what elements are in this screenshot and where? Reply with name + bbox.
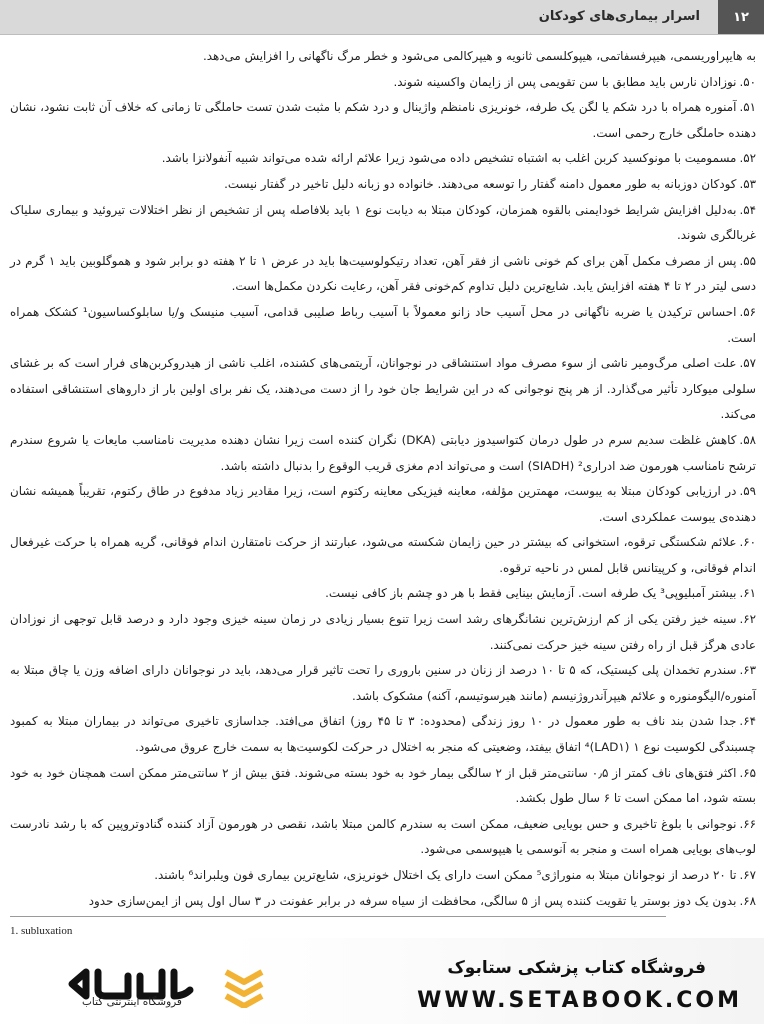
item-text: به‌دلیل افزایش شرایط خودایمنی بالقوه همزمان، کودکان مبتلا به دیابت نوع ۱ باید بلافاصله پس از تشخیص از نظر اختلالات تیروئید و بیماری سلیاک غربالگری شوند. xyxy=(10,202,756,243)
item-number: ۶۷. xyxy=(739,868,756,882)
setabook-logo-icon xyxy=(58,950,208,1020)
item-text: علت اصلی مرگ‌ومیر ناشی از سوء مصرف مواد استنشاقی در نوجوانان، آریتمی‌های کشنده، اغلب ناشی از هیدروکربن‌های فرار است که بر غشای سلولی میوکارد تأثیر می‌گذارد. از هر پنج نوجوانی که در این شرایط جان خود را از دست می‌دهند، یک نفر برای اولین بار از داروهای استنشاقی استفاده می‌کند. xyxy=(10,356,756,422)
list-item xyxy=(10,607,756,658)
list-item xyxy=(10,863,756,889)
item-text: تا ۲۰ درصد از نوجوانان مبتلا به منوراژی⁵ ممکن است دارای یک اختلال خونریزی، شایع‌ترین بیماری فون ویلبراند⁶ باشند. xyxy=(154,868,737,882)
item-number: ۶۶. xyxy=(739,816,756,831)
item-text: بدون یک دوز بوستر یا تقویت کننده پس از ۵ سالگی، محافظت از سیاه سرفه در برابر عفونت در ۳ سال اول پس از ایمن‌سازی حدود xyxy=(88,893,737,908)
page-number: ۱۲ xyxy=(718,0,764,34)
store-url[interactable]: WWW.SETABOOK.COM xyxy=(417,988,742,1013)
item-number: ۵۳. xyxy=(739,176,756,191)
item-number: ۵۰. xyxy=(739,74,756,89)
list-item xyxy=(10,172,756,198)
item-text: آمنوره همراه با درد شکم یا لگن یک طرفه، خونریزی نامنظم واژینال و درد شکم با مثبت شدن تست حاملگی تا زمانی که خلاف آن ثابت نشود، نشان دهنده حاملگی خارج رحمی است. xyxy=(10,100,756,140)
list-item xyxy=(10,709,756,760)
item-text: احساس ترکیدن یا ضربه ناگهانی در محل آسیب حاد زانو معمولاً با آسیب رباط صلیبی قدامی، آسیب منیسک و/یا سابلوکساسیون¹ کشکک همراه است. xyxy=(10,304,756,345)
list-item xyxy=(10,761,756,812)
item-text: علائم شکستگی ترقوه، استخوانی که بیشتر در حین زایمان شکسته می‌شود، عبارتند از حرکت نامتقارن اندام فوقانی، گریه همراه با حرکت غیرفعال اندام فوقانی، و کرپیتانس قابل لمس در ناحیه ترقوه. xyxy=(10,535,756,575)
item-number: ۶۳. xyxy=(739,663,756,678)
item-number: ۶۸. xyxy=(739,893,756,908)
list-item xyxy=(10,198,756,249)
item-text: نوجوانی با بلوغ تاخیری و حس بویایی ضعیف، ممکن است به سندرم کالمن مبتلا باشد، نقصی در هورمون آزاد کننده گنادوتروپین که با رشد نادرست لوب‌های بویایی همراه است و منجر به آنوسمی یا هیپوسمی می‌شود. xyxy=(10,816,756,857)
list-item xyxy=(10,812,756,863)
item-text: به هایپراوریسمی، هیپرفسفاتمی، هیپوکلسمی ثانویه و هیپرکالمی می‌شود و خطر مرگ ناگهانی را افزایش می‌دهد. xyxy=(202,49,756,63)
list-item xyxy=(10,249,756,300)
item-number: ۵۵. xyxy=(739,253,756,268)
list-item xyxy=(10,44,756,70)
footnote: 1. subluxation xyxy=(10,925,73,937)
list-item xyxy=(10,300,756,351)
item-number: ۵۹. xyxy=(739,484,756,499)
item-number: ۶۵. xyxy=(739,765,756,780)
list-item xyxy=(10,889,756,915)
item-text: نوزادان نارس باید مطابق با سن تقویمی پس از زایمان واکسینه شوند. xyxy=(393,74,737,89)
item-text: کاهش غلظت سدیم سرم در طول درمان کتواسیدوز دیابتی (DKA) نگران کننده است زیرا نشان دهنده مدیریت نامناسب مایعات یا شروع سندرم ترشح نامناسب هورمون ضد ادراری² (SIADH) است و می‌تواند ادم مغزی قریب الوقوع را بدنبال داشته باشد. xyxy=(10,432,756,473)
item-text: مسمومیت با مونوکسید کربن اغلب به اشتباه تشخیص داده می‌شود زیرا علائم ارائه شده می‌تواند شبیه آنفولانزا باشد. xyxy=(161,151,737,166)
item-number: ۵۴. xyxy=(739,202,757,217)
list-item xyxy=(10,146,756,172)
item-number: ۵۸. xyxy=(739,432,756,447)
item-text: اکثر فتق‌های ناف کمتر از ۰٫۵ سانتی‌متر قبل از ۲ سالگی بیمار خود به خود بسته می‌شوند. فتق بیش از ۲ سانتی‌متر ممکن است همچنان خود به خود بسته شود، اما ممکن است تا ۶ سال طول بکشد. xyxy=(10,765,756,806)
item-text: کودکان دوزبانه به طور معمول دامنه گفتار را توسعه می‌دهند. خانواده دو زبانه دلیل تاخیر در گفتار نیست. xyxy=(224,176,737,191)
running-title: اسرار بیماری‌های کودکان xyxy=(538,9,700,24)
list-item xyxy=(10,95,756,146)
item-number: ۵۱. xyxy=(739,100,756,115)
item-text: بیشتر آمبلیوپی³ یک طرفه است. آزمایش بینایی فقط با هر دو چشم باز کافی نیست. xyxy=(325,586,737,601)
item-number: ۶۲. xyxy=(739,612,756,627)
list-item xyxy=(10,70,756,96)
item-number: ۶۱. xyxy=(739,586,756,601)
item-number: ۵۲. xyxy=(739,151,756,166)
item-number: ۵۶. xyxy=(739,304,756,319)
list-item xyxy=(10,428,756,479)
logo-tagline: فروشگاه اینترنتی کتاب xyxy=(82,996,182,1008)
item-text: جدا شدن بند ناف به طور معمول در ۱۰ روز زندگی (محدوده: ۳ تا ۴۵ روز) اتفاق می‌افتد. جداسازی تاخیری می‌تواند در بیماران مبتلا به کمبود چسبندگی لکوسیت نوع ۱ (LAD۱)⁴ اتفاق بیفتد، وضعیتی که منجر به اختلال در حرکت لکوسیت‌ها به سمت خارج عروق می‌شود. xyxy=(10,714,756,755)
list-item xyxy=(10,479,756,530)
list-item xyxy=(10,658,756,709)
chevron-stack-icon xyxy=(222,964,266,1008)
item-text: سینه خیز رفتن یکی از کم ارزش‌ترین نشانگرهای رشد است زیرا تنوع بسیار زیادی در زمان سینه خیزی وجود دارد و درصد قابل توجهی از نوزادان عادی هرگز قبل از راه رفتن سینه خیز حرکت نمی‌کنند. xyxy=(10,612,756,652)
main-text xyxy=(10,44,756,914)
item-text: سندرم تخمدان پلی کیستیک، که ۵ تا ۱۰ درصد از زنان در سنین باروری را تحت تاثیر قرار می‌دهد، باید در نوجوانان دارای اضافه وزن یا چاق مبتلا به آمنوره/الیگومنوره و علائم هیپرآندروژنیسم (مانند هیرسوتیسم، آکنه) مشکوک باشد. xyxy=(10,663,756,703)
page-header xyxy=(0,0,764,35)
item-number: ۶۴. xyxy=(739,714,756,729)
list-item xyxy=(10,581,756,607)
list-item xyxy=(10,530,756,581)
footnote-divider xyxy=(10,916,666,917)
item-text: در ارزیابی کودکان مبتلا به یبوست، مهمترین مؤلفه، معاینه فیزیکی معاینه رکتوم است، زیرا مقادیر زیاد مدفوع در طاق رکتوم، تقریباً همیشه نشان دهنده‌ی یبوست عملکردی است. xyxy=(10,484,756,524)
store-name: فروشگاه کتاب پزشکی ستابوک xyxy=(447,958,706,978)
item-number: ۵۷. xyxy=(739,356,756,371)
item-number: ۶۰. xyxy=(739,535,756,550)
item-text: پس از مصرف مکمل آهن برای کم خونی ناشی از فقر آهن، تعداد رتیکولوسیت‌ها باید در عرض ۱ تا ۲ هفته دو برابر شود و هموگلوبین باید ۱ گرم در دسی لیتر در ۲ تا ۴ هفته افزایش یابد. شایع‌ترین دلیل تداوم کم‌خونی فقر آهن، رعایت نکردن مکمل‌ها است. xyxy=(10,253,756,294)
list-item xyxy=(10,351,756,428)
